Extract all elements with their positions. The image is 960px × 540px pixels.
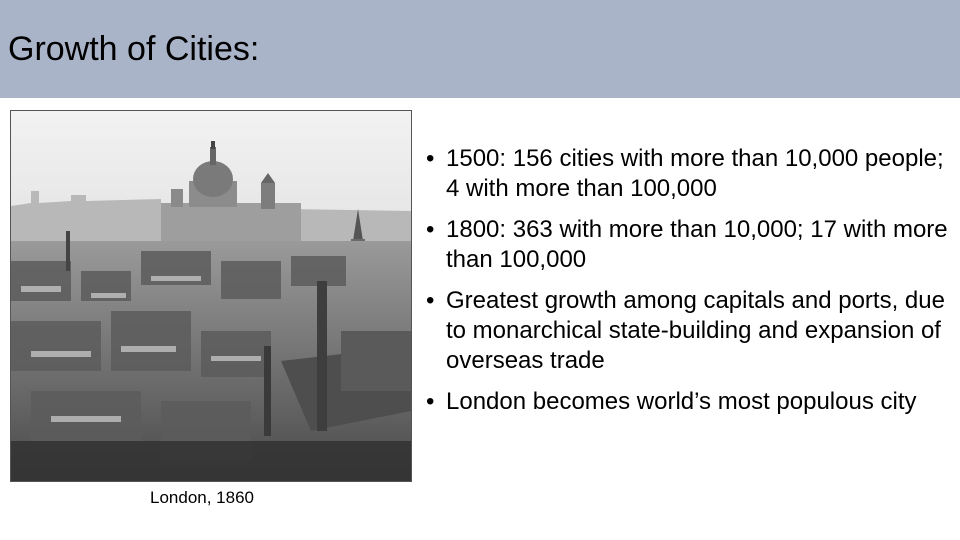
- london-photo: [10, 110, 412, 482]
- title-bar: [0, 0, 960, 98]
- small-chimney: [264, 346, 271, 436]
- bullet-item: • London becomes world’s most populous city: [422, 387, 952, 417]
- london-skyline-image: [11, 111, 411, 481]
- photo-caption: London, 1860: [150, 488, 254, 507]
- bullet-list: [422, 144, 952, 428]
- slide-title: Growth of Cities:: [8, 30, 260, 68]
- tall-chimney: [317, 281, 327, 431]
- bullet-item: • Greatest growth among capitals and ports, due to monarchical state-building and expansion of overseas trade: [422, 286, 952, 376]
- bullet-item: • 1500: 156 cities with more than 10,000 people; 4 with more than 100,000: [422, 144, 952, 204]
- bullet-item: • 1800: 363 with more than 10,000; 17 with more than 100,000: [422, 215, 952, 275]
